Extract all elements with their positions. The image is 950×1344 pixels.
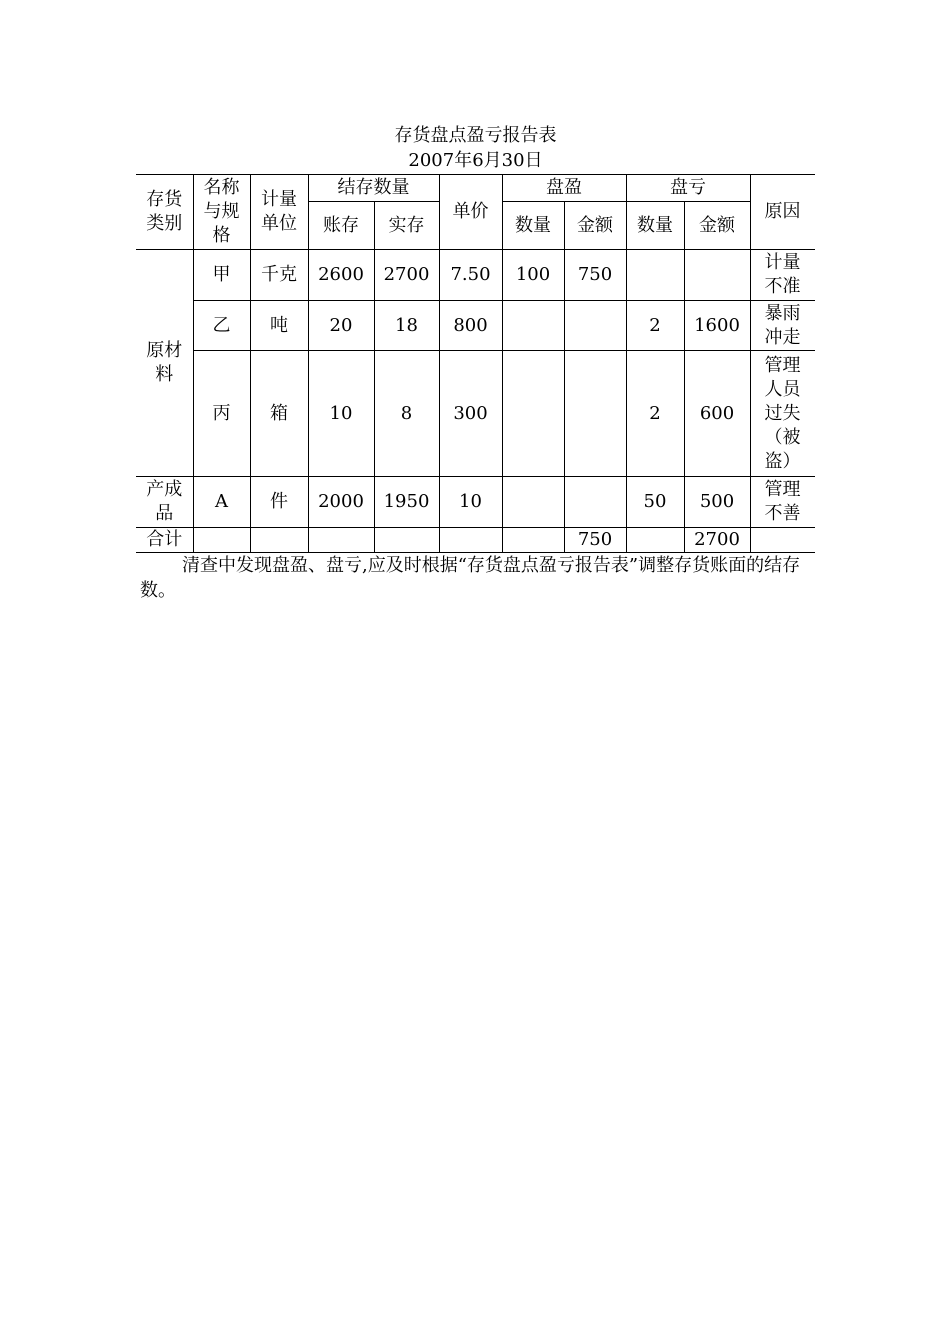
table-row <box>136 477 815 528</box>
shortage-amount-cell: 1600 <box>684 301 750 351</box>
total-row <box>136 528 815 553</box>
actual-cell: 2700 <box>374 250 439 301</box>
total-surplus-amount: 750 <box>564 528 626 553</box>
unit-cell: 千克 <box>250 250 308 301</box>
actual-cell: 8 <box>374 351 439 477</box>
name-cell: 丙 <box>193 351 250 477</box>
total-label: 合计 <box>136 528 193 553</box>
price-cell: 10 <box>439 477 502 528</box>
category-cell: 原材料 <box>136 250 193 477</box>
price-cell: 7.50 <box>439 250 502 301</box>
header-unit: 计量单位 <box>250 175 308 250</box>
category-cell: 产成品 <box>136 477 193 528</box>
header-surplus: 盘盈 <box>502 175 626 202</box>
name-cell: 乙 <box>193 301 250 351</box>
surplus-qty-cell <box>502 477 564 528</box>
name-cell: 甲 <box>193 250 250 301</box>
table-row <box>136 351 815 477</box>
price-cell: 300 <box>439 351 502 477</box>
empty-cell <box>626 528 684 553</box>
book-cell: 2600 <box>308 250 374 301</box>
unit-cell: 箱 <box>250 351 308 477</box>
header-name-spec: 名称与规格 <box>193 175 250 250</box>
shortage-amount-cell: 500 <box>684 477 750 528</box>
reason-cell: 暴雨冲走 <box>750 301 815 351</box>
header-price: 单价 <box>439 175 502 250</box>
table-row <box>136 250 815 301</box>
surplus-qty-cell: 100 <box>502 250 564 301</box>
unit-cell: 吨 <box>250 301 308 351</box>
unit-cell: 件 <box>250 477 308 528</box>
surplus-amount-cell <box>564 477 626 528</box>
header-shortage: 盘亏 <box>626 175 750 202</box>
surplus-amount-cell <box>564 351 626 477</box>
header-surplus-qty: 数量 <box>502 202 564 250</box>
reason-cell: 管理人员过失（被盗） <box>750 351 815 477</box>
actual-cell: 1950 <box>374 477 439 528</box>
name-cell: A <box>193 477 250 528</box>
report-date: 2007年6月30日 <box>408 150 543 171</box>
shortage-qty-cell <box>626 250 684 301</box>
header-actual: 实存 <box>374 202 439 250</box>
report-title: 存货盘点盈亏报告表 <box>394 125 557 146</box>
surplus-amount-cell <box>564 301 626 351</box>
note-paragraph: 清查中发现盘盈、盘亏,应及时根据“存货盘点盈亏报告表”调整存货账面的结存数。 <box>140 555 801 601</box>
empty-cell <box>750 528 815 553</box>
surplus-qty-cell <box>502 301 564 351</box>
actual-cell: 18 <box>374 301 439 351</box>
reason-cell: 管理不善 <box>750 477 815 528</box>
header-category: 存货类别 <box>136 175 193 250</box>
table-row <box>136 301 815 351</box>
header-book: 账存 <box>308 202 374 250</box>
surplus-amount-cell: 750 <box>564 250 626 301</box>
empty-cell <box>439 528 502 553</box>
shortage-qty-cell: 2 <box>626 351 684 477</box>
header-reason: 原因 <box>750 175 815 250</box>
header-shortage-qty: 数量 <box>626 202 684 250</box>
reason-cell: 计量不准 <box>750 250 815 301</box>
price-cell: 800 <box>439 301 502 351</box>
surplus-qty-cell <box>502 351 564 477</box>
empty-cell <box>502 528 564 553</box>
shortage-amount-cell: 600 <box>684 351 750 477</box>
empty-cell <box>193 528 250 553</box>
header-shortage-amount: 金额 <box>684 202 750 250</box>
empty-cell <box>308 528 374 553</box>
empty-cell <box>250 528 308 553</box>
total-shortage-amount: 2700 <box>684 528 750 553</box>
book-cell: 20 <box>308 301 374 351</box>
shortage-qty-cell: 2 <box>626 301 684 351</box>
empty-cell <box>374 528 439 553</box>
book-cell: 2000 <box>308 477 374 528</box>
shortage-amount-cell <box>684 250 750 301</box>
header-stock-qty: 结存数量 <box>308 175 439 202</box>
shortage-qty-cell: 50 <box>626 477 684 528</box>
book-cell: 10 <box>308 351 374 477</box>
header-surplus-amount: 金额 <box>564 202 626 250</box>
inventory-report-table <box>136 174 815 553</box>
header-row-1 <box>136 175 815 202</box>
